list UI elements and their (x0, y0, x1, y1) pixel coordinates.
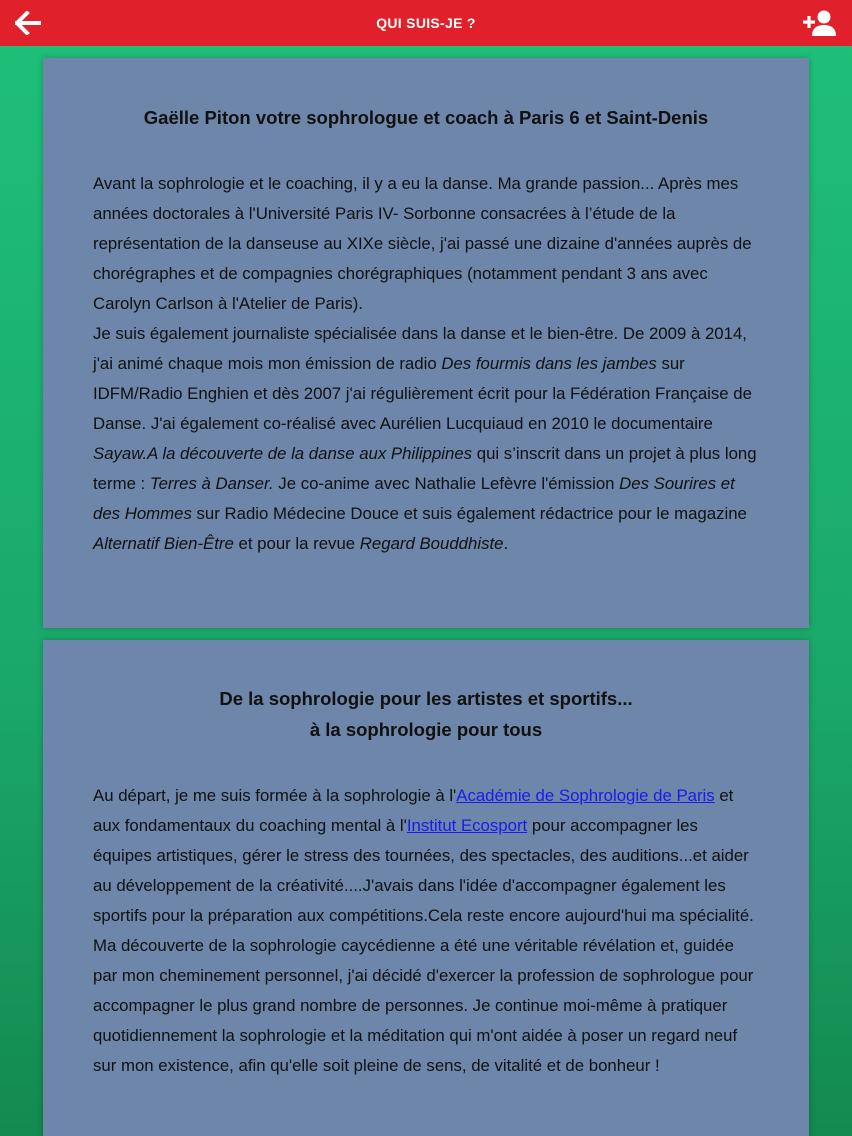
add-user-button[interactable] (802, 8, 838, 38)
section-heading: Gaëlle Piton votre sophrologue et coach à Paris 6 et Saint-Denis (143, 107, 709, 128)
about-text (93, 169, 759, 559)
top-bar (0, 0, 852, 46)
section-heading: De la sophrologie pour les artistes et sportifs... à la sophrologie pour tous (219, 688, 633, 740)
institut-ecosport-link[interactable]: Institut Ecosport (406, 816, 528, 835)
about-card (43, 58, 809, 628)
paragraph-training: Au départ, je me suis formée à la sophrologie à l'Académie de Sophrologie de Paris et aux fondamentaux du coaching mental à l'Institut Ecosport pour accompagner les équipes artistiques, gérer le stress des tournées, des spectacles, des auditions...et aider au développement de la créativité....J'avais dans l'idée d'accompagner également les sportifs pour la préparation aux compétitions.Cela reste encore aujourd'hui ma spécialité. (93, 786, 754, 925)
sophrology-card (43, 640, 809, 1136)
paragraph-intro: Avant la sophrologie et le coaching, il y a eu la danse. Ma grande passion... Après mes années doctorales à l'Université Paris IV- Sorbonne consacrées à l’étude de la représentation de la danseuse au XIXe siècle, j'ai passé une dizaine d'années auprès de chorégraphes et de compagnies chorégraphiques (notamment pendant 3 ans avec Carolyn Carlson à l'Atelier de Paris). (93, 174, 752, 313)
sophrology-text (93, 781, 759, 1081)
back-button[interactable] (14, 9, 42, 37)
page-title: QUI SUIS-JE ? (376, 15, 476, 31)
academie-sophrologie-link[interactable]: Académie de Sophrologie de Paris (456, 786, 715, 805)
add-user-icon (802, 9, 838, 37)
paragraph-discovery: Ma découverte de la sophrologie caycédienne a été une véritable révélation et, guidée par mon cheminement personnel, j'ai décidé d'exercer la profession de sophrologue pour accompagner le plus grand nombre de personnes. Je continue moi-même à pratiquer quotidiennement la sophrologie et la méditation qui m'ont aidée à poser un regard neuf sur mon existence, afin qu'elle soit pleine de sens, de vitalité et de bonheur ! (93, 936, 754, 1075)
arrow-left-icon (15, 11, 41, 35)
paragraph-journalism: Je suis également journaliste spécialisée dans la danse et le bien-être. De 2009 à 2014, j'ai animé chaque mois mon émission de radio Des fourmis dans les jambes sur IDFM/Radio Enghien et dès 2007 j'ai régulièrement écrit pour la Fédération Française de Danse. J'ai également co-réalisé avec Aurélien Lucquiaud en 2010 le documentaire Sayaw.A la découverte de la danse aux Philippines qui s’inscrit dans un projet à plus long terme : Terres à Danser. Je co-anime avec Nathalie Lefèvre l'émission Des Sourires et des Hommes sur Radio Médecine Douce et suis également rédactrice pour le magazine Alternatif Bien-Être et pour la revue Regard Bouddhiste. (93, 324, 757, 553)
